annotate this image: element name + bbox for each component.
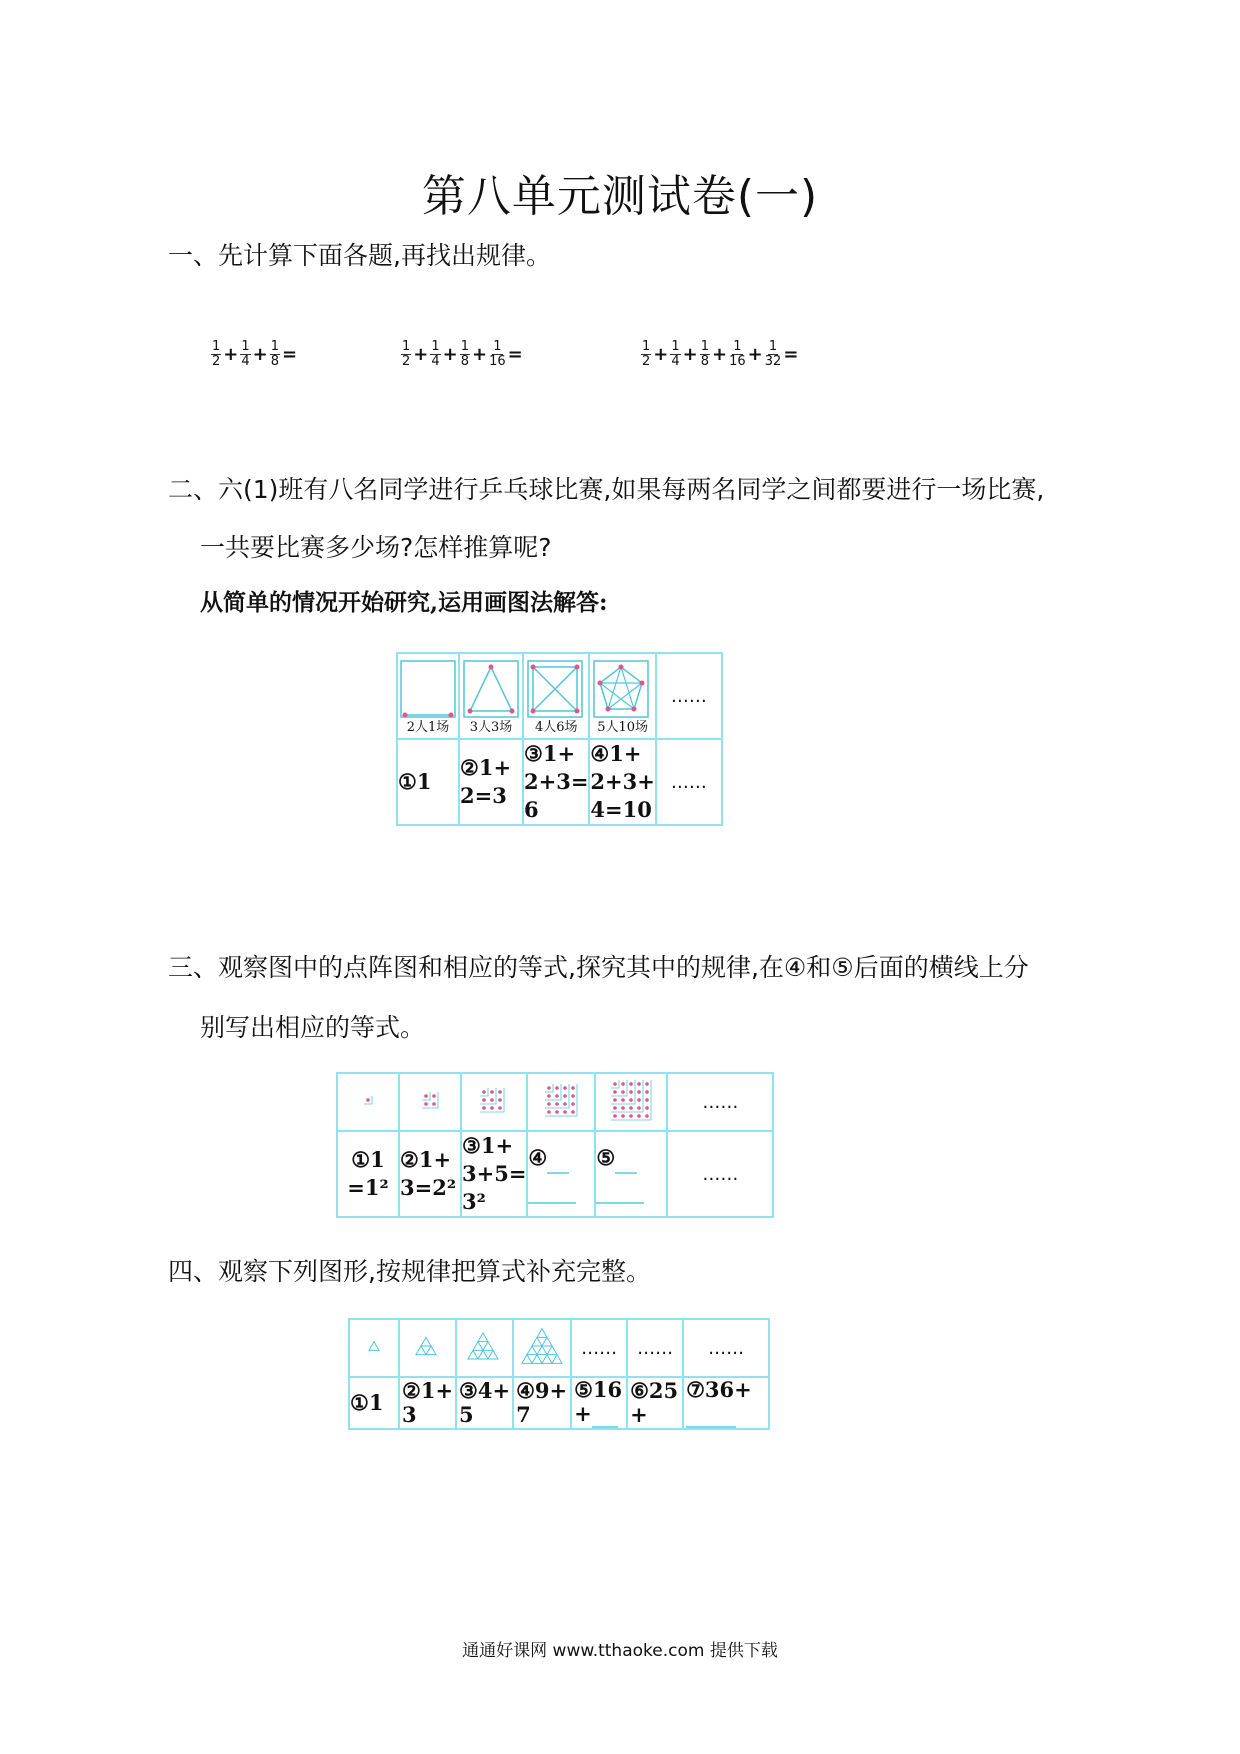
equals-sign: = — [507, 344, 523, 365]
lattice-dot — [564, 1094, 568, 1098]
q2-hint: 从简单的情况开始研究,运用画图法解答: — [200, 589, 608, 616]
q2-ellipsis-bottom: …… — [656, 739, 722, 825]
lattice-dot — [564, 1102, 568, 1106]
plus-sign: + — [747, 344, 763, 365]
plus-sign: + — [712, 344, 728, 365]
q3-dot-1 — [337, 1073, 399, 1131]
small-triangle — [369, 1342, 379, 1351]
lattice-dot — [614, 1090, 618, 1094]
q2-fig-4 — [523, 653, 589, 739]
lattice-dot — [548, 1110, 552, 1114]
fraction: $\frac{1}{8}$ — [700, 339, 710, 369]
small-triangle — [426, 1346, 436, 1355]
small-triangle — [488, 1350, 498, 1359]
q2-line1: 二、六(1)班有八名同学进行乒乓球比赛,如果每两名同学之间都要进行一场比赛, — [168, 475, 1045, 504]
lattice-dot — [498, 1098, 502, 1102]
fraction: $\frac{1}{4}$ — [671, 339, 680, 369]
q2-eq-2: ②1+ 2=3 — [459, 739, 523, 825]
lattice-dot — [564, 1086, 568, 1090]
q1-text: 一、先计算下面各题,再找出规律。 — [168, 241, 551, 270]
plus-sign: + — [413, 344, 429, 365]
q3-line1: 三、观察图中的点阵图和相应的等式,探究其中的规律,在④和⑤后面的横线上分 — [168, 953, 1029, 982]
q2-line2: 一共要比赛多少场?怎样推算呢? — [200, 533, 552, 562]
plus-sign: + — [682, 344, 698, 365]
lattice-dot — [432, 1094, 436, 1098]
lattice-dot — [548, 1086, 552, 1090]
q2-fig-5 — [589, 653, 655, 739]
lattice-dot — [432, 1102, 436, 1106]
q3-dot-3 — [461, 1073, 527, 1131]
q4-eq-2: ②1+ 3 — [399, 1377, 456, 1429]
q4-tri-4 — [513, 1319, 571, 1377]
small-triangle — [527, 1346, 537, 1355]
q4-text: 四、观察下列图形,按规律把算式补充完整。 — [168, 1257, 651, 1286]
lattice-dot — [630, 1114, 634, 1118]
lattice-dot — [646, 1114, 650, 1118]
lattice-dot — [622, 1098, 626, 1102]
lattice-dot — [548, 1102, 552, 1106]
fraction: $\frac{1}{16}$ — [489, 339, 506, 369]
fig-label-3: 3人3场 — [469, 720, 513, 735]
q4-ellipsis-6: …… — [627, 1319, 683, 1377]
small-triangle — [483, 1342, 493, 1351]
fraction: $\frac{1}{4}$ — [241, 339, 250, 369]
fraction: $\frac{1}{4}$ — [431, 339, 440, 369]
lattice-dot — [498, 1106, 502, 1110]
small-triangle — [478, 1350, 488, 1359]
plus-sign: + — [252, 344, 268, 365]
fig-label-2: 2人1场 — [406, 720, 450, 735]
fraction: $\frac{1}{2}$ — [212, 339, 221, 369]
small-triangle — [532, 1355, 542, 1364]
fraction: $\frac{1}{8}$ — [460, 339, 470, 369]
lattice-dot — [614, 1106, 618, 1110]
dot-grid-5 — [596, 1074, 666, 1126]
small-triangle — [416, 1346, 426, 1355]
q2-eq-1: ①1 — [397, 739, 459, 825]
lattice-dot — [646, 1082, 650, 1086]
q4-ellipsis-7: …… — [683, 1319, 769, 1377]
fraction: $\frac{1}{2}$ — [402, 339, 411, 369]
plus-sign: + — [442, 344, 458, 365]
lattice-dot — [622, 1090, 626, 1094]
q4-table — [348, 1318, 770, 1430]
fig-label-5: 5人10场 — [597, 720, 649, 735]
q2-eq-4: ④1+ 2+3+ 4=10 — [589, 739, 655, 825]
q3-eq-1: ①1 =1² — [337, 1131, 399, 1217]
small-triangle — [522, 1355, 532, 1364]
lattice-dot — [482, 1106, 486, 1110]
q4-eq-4: ④9+ 7 — [513, 1377, 571, 1429]
lattice-dot — [646, 1106, 650, 1110]
triangle-grid-1 — [350, 1320, 398, 1372]
q2-fig-3 — [459, 653, 523, 739]
small-triangle — [478, 1333, 488, 1342]
q3-ellipsis-top: …… — [667, 1073, 773, 1131]
plus-sign: + — [472, 344, 488, 365]
q3-table — [336, 1072, 774, 1218]
triangle-grid-4 — [514, 1320, 570, 1372]
lattice-dot — [556, 1102, 560, 1106]
triangle-grid-3 — [457, 1320, 509, 1372]
plus-sign: + — [653, 344, 669, 365]
small-triangle — [532, 1337, 542, 1346]
lattice-dot — [572, 1086, 576, 1090]
q3-line2: 别写出相应的等式。 — [200, 1013, 426, 1042]
small-triangle — [552, 1355, 562, 1364]
fig-label-4: 4人6场 — [534, 720, 578, 735]
q4-tri-3 — [456, 1319, 513, 1377]
q2-fig-2 — [397, 653, 459, 739]
q2-table — [396, 652, 723, 826]
lattice-dot — [646, 1090, 650, 1094]
q1-expr-3 — [640, 340, 799, 369]
lattice-dot — [490, 1098, 494, 1102]
fraction: $\frac{1}{2}$ — [642, 339, 651, 369]
q2-eq-3: ③1+ 2+3= 6 — [523, 739, 589, 825]
figure-4-square — [526, 659, 584, 721]
lattice-dot — [424, 1102, 428, 1106]
small-triangle — [542, 1355, 552, 1364]
q4-ellipsis-5: …… — [571, 1319, 627, 1377]
equals-sign: = — [282, 344, 298, 365]
dot-grid-4 — [528, 1074, 594, 1126]
q3-ellipsis-bottom: …… — [667, 1131, 773, 1217]
lattice-dot — [638, 1082, 642, 1086]
q4-eq-5[interactable]: ⑤16 + — [571, 1377, 627, 1429]
small-triangle — [473, 1342, 483, 1351]
lattice-dot — [638, 1098, 642, 1102]
q1-expr-1 — [210, 340, 298, 369]
dot-grid-1 — [338, 1074, 398, 1126]
small-triangle — [468, 1350, 478, 1359]
lattice-dot — [622, 1106, 626, 1110]
lattice-dot — [366, 1098, 370, 1102]
lattice-dot — [630, 1098, 634, 1102]
lattice-dot — [424, 1094, 428, 1098]
page-title: 第八单元测试卷(一) — [421, 171, 819, 222]
lattice-dot — [622, 1114, 626, 1118]
lattice-dot — [614, 1098, 618, 1102]
q3-dot-2 — [399, 1073, 461, 1131]
small-triangle — [542, 1337, 552, 1346]
lattice-dot — [564, 1110, 568, 1114]
q3-eq-2: ②1+ 3=2² — [399, 1131, 461, 1217]
lattice-dot — [614, 1114, 618, 1118]
lattice-dot — [490, 1090, 494, 1094]
lattice-dot — [498, 1090, 502, 1094]
q3-dot-5 — [595, 1073, 667, 1131]
figure-2-points — [399, 659, 457, 721]
q1-expr-2 — [400, 340, 524, 369]
lattice-dot — [614, 1082, 618, 1086]
q3-dot-4 — [527, 1073, 595, 1131]
q4-eq-1: ①1 — [349, 1377, 399, 1429]
lattice-dot — [622, 1082, 626, 1086]
q4-tri-1 — [349, 1319, 399, 1377]
lattice-dot — [556, 1086, 560, 1090]
lattice-dot — [646, 1098, 650, 1102]
lattice-dot — [572, 1110, 576, 1114]
q2-ellipsis-top: …… — [656, 653, 722, 739]
equals-sign: = — [783, 344, 799, 365]
q3-blank-4[interactable]: ④ — [527, 1131, 595, 1217]
lattice-dot — [572, 1102, 576, 1106]
q4-eq-7[interactable]: ⑦36+ — [683, 1377, 769, 1429]
fraction: $\frac{1}{8}$ — [270, 339, 280, 369]
q3-eq-3: ③1+ 3+5= 3² — [461, 1131, 527, 1217]
lattice-dot — [630, 1082, 634, 1086]
small-triangle — [537, 1346, 547, 1355]
plus-sign: + — [223, 344, 239, 365]
fraction: $\frac{1}{16}$ — [729, 339, 746, 369]
lattice-dot — [556, 1094, 560, 1098]
lattice-dot — [490, 1106, 494, 1110]
small-triangle — [547, 1346, 557, 1355]
lattice-dot — [638, 1090, 642, 1094]
lattice-dot — [556, 1110, 560, 1114]
figure-3-triangle — [462, 659, 520, 721]
lattice-dot — [482, 1090, 486, 1094]
lattice-dot — [630, 1090, 634, 1094]
fraction: $\frac{1}{32}$ — [764, 339, 782, 369]
lattice-dot — [638, 1106, 642, 1110]
q4-eq-6[interactable]: ⑥25 + — [627, 1377, 683, 1429]
dot-grid-2 — [400, 1074, 460, 1126]
q4-tri-2 — [399, 1319, 456, 1377]
figure-5-pentagon — [592, 659, 650, 721]
lattice-dot — [482, 1098, 486, 1102]
footer-text: 通通好课网 www.tthaoke.com 提供下载 — [462, 1641, 778, 1661]
small-triangle — [421, 1337, 431, 1346]
triangle-grid-2 — [400, 1320, 452, 1372]
q4-eq-3: ③4+ 5 — [456, 1377, 513, 1429]
lattice-dot — [638, 1114, 642, 1118]
lattice-dot — [630, 1106, 634, 1110]
dot-grid-3 — [462, 1074, 522, 1126]
lattice-dot — [548, 1094, 552, 1098]
q3-blank-5[interactable]: ⑤ — [595, 1131, 667, 1217]
lattice-dot — [572, 1094, 576, 1098]
small-triangle — [537, 1329, 547, 1338]
